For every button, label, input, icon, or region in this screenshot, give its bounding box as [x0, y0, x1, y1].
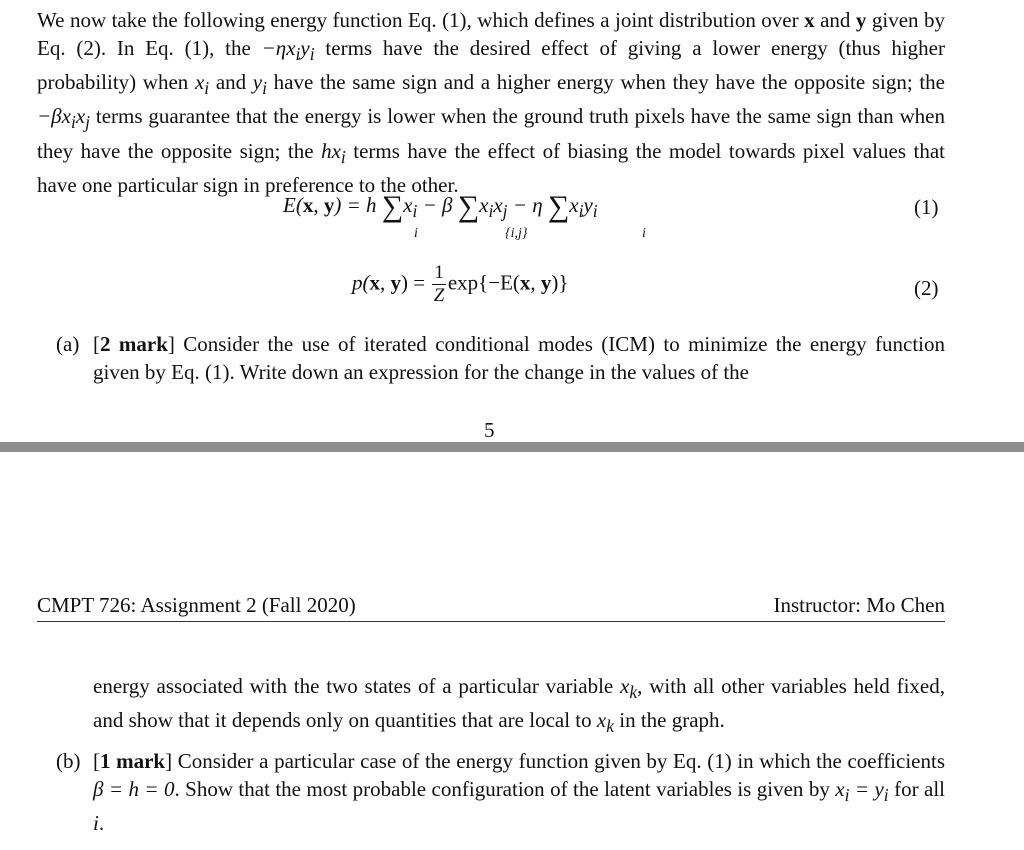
item-b-label: (b)	[56, 749, 81, 773]
math-bold-x: x	[804, 8, 815, 32]
sum2-index: {i,j}	[505, 226, 528, 241]
math-xi: $x_i$	[194, 70, 210, 99]
intro-paragraph: We now take the following energy function Eq. (1), which defines a joint distribution over x and y given by Eq. (2). In Eq. (1), the $-\eta x_iy_i$ terms have the desired effect of giving a lower energy (thus higher probability) when $x_i$ and $y_i$ have the same sign and a higher energy when they have the opposite sign; the $-\beta x_ix_j$ terms guarantee that the energy is lower when the ground truth pixels have the same sign than when they have the opposite sign; the $hx_i$ terms have the effect of biasing the model towards pixel values that have one particular sign in preference to the other.	[37, 8, 946, 197]
sum-symbol: ∑	[381, 190, 404, 223]
math-bold-y: y	[855, 8, 867, 32]
page-separator	[0, 442, 1024, 452]
fraction-one-over-z: $\frac{1}{Z}$	[433, 262, 445, 306]
item-b: [1 mark] Consider a particular case of the energy function given by Eq. (1) in which the coefficients β = h = 0. Show that the most probable configuration of the latent variables is given by $x_i = y_i$ for all i.	[93, 749, 946, 836]
math-xk: $x_k$	[620, 674, 638, 703]
header-rule	[37, 621, 945, 622]
item-a-mark: 2 mark	[100, 332, 168, 356]
item-b-mark: 1 mark	[100, 749, 166, 773]
item-a-label: (a)	[56, 332, 80, 356]
page-number: 5	[484, 418, 495, 442]
equation-1: E(x, y) = h $\sum x_i - \beta$ $\sum x_ix_j - \eta$ $\sum x_iy_i$	[283, 190, 598, 223]
math-eta-term: $-\eta x_iy_i$	[261, 36, 315, 65]
sum1-index: i	[414, 226, 418, 241]
math-coefficients: β = h = 0	[93, 777, 175, 801]
math-xk: $x_k$	[596, 708, 614, 737]
sum-symbol: ∑	[457, 190, 480, 223]
math-xi-equals-yi: $x_i = y_i$	[835, 777, 889, 806]
math-h-term: $hx_i$	[321, 138, 346, 167]
header-course: CMPT 726: Assignment 2 (Fall 2020)	[37, 593, 356, 617]
item-a-continuation: energy associated with the two states of a particular variable $x_k$, with all other variables held fixed, and show that it depends only on quantities that are local to $x_k$ in the graph.	[93, 674, 945, 737]
equation-2-number: (2)	[914, 276, 939, 300]
page-gap	[0, 452, 1024, 562]
math-beta-term: $-\beta x_ix_j$	[37, 104, 91, 133]
equation-2: p(x, y) = $\frac{1}{Z}$ exp{−E(x, y)}	[352, 262, 569, 306]
math-yi: $y_i$	[252, 70, 267, 99]
header-instructor: Instructor: Mo Chen	[773, 593, 945, 617]
sum-symbol: ∑	[547, 190, 570, 223]
equation-1-number: (1)	[914, 195, 939, 219]
sum3-index: i	[642, 226, 646, 241]
item-a: [2 mark] Consider the use of iterated conditional modes (ICM) to minimize the energy function given by Eq. (1). Write down an expression for the change in the values of the	[93, 332, 945, 384]
